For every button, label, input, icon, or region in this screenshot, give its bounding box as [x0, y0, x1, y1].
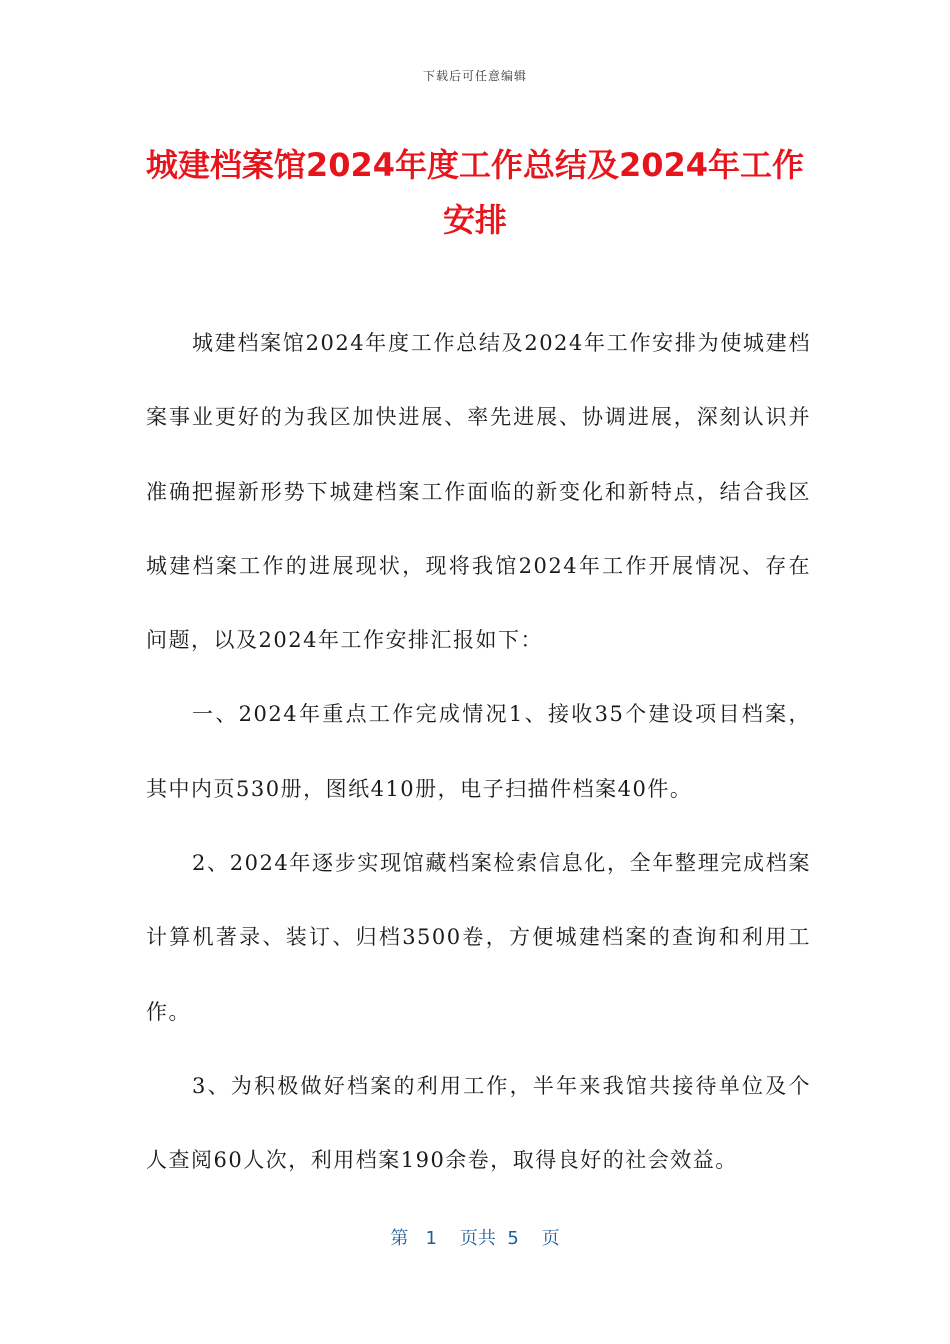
page-label-prefix: 第 — [390, 1228, 409, 1249]
paragraph-item-2: 2、2024年逐步实现馆藏档案检索信息化，全年整理完成档案计算机著录、装订、归档3500卷，方便城建档案的查询和利用工作。 — [146, 851, 811, 1024]
current-page-number: 1 — [425, 1228, 437, 1249]
document-title: 城建档案馆2024年度工作总结及2024年工作安排 — [145, 146, 805, 239]
total-pages-number: 5 — [507, 1228, 519, 1249]
paragraph-item-3: 3、为积极做好档案的利用工作，半年来我馆共接待单位及个人查阅60人次，利用档案190余卷，取得良好的社会效益。 — [146, 1073, 811, 1173]
header-note: 下载后可任意编辑 — [422, 69, 527, 83]
page-label-middle: 页共 — [459, 1228, 496, 1249]
paragraph-intro: 城建档案馆2024年度工作总结及2024年工作安排为使城建档案事业更好的为我区加快进展、率先进展、协调进展，深刻认识并准确把握新形势下城建档案工作面临的新变化和新特点，结合我区城建档案工作的进展现状，现将我馆2024年工作开展情况、存在问题，以及2024年工作安排汇报如下： — [146, 331, 811, 653]
document-body — [146, 306, 811, 1198]
page-label-suffix: 页 — [541, 1228, 560, 1249]
page-footer — [0, 1224, 950, 1250]
paragraph-item-1: 一、2024年重点工作完成情况1、接收35个建设项目档案，其中内页530册，图纸410册，电子扫描件档案40件。 — [146, 702, 811, 801]
